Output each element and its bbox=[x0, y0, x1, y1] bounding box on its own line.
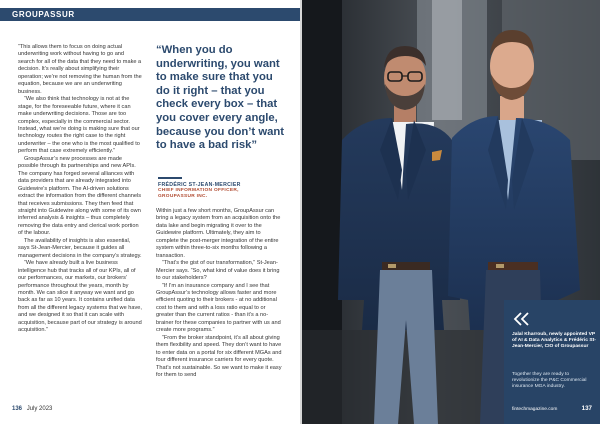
paragraph: “From the broker standpoint, it’s all about giving them flexibility and speed. They don’t want to have to enter data on a portal for six different MGAs and four different insurance carriers for every quote. That’s not sustainable. So we want to make it easy for them to send bbox=[156, 334, 282, 378]
paragraph: “This allows them to focus on doing actual underwriting work without having to go and search for all of the data that they need to make a decision. It’s really about simplifying their operation; we’re not removing the human from the equation, because we are an underwriting business. bbox=[18, 44, 142, 95]
body-column-right bbox=[156, 208, 284, 379]
paragraph: Within just a few short months, GroupAssur can bring a legacy system from an acquisition onto the data lake and begin migrating it over to the Guidewire platform. Ultimately, they aim to complete the post-merger integration of the entire system within three-to-six months following a transaction. bbox=[156, 208, 281, 259]
caption-text: Together they are ready to revolutionize the P&C Commercial insurance MGA industry. bbox=[512, 372, 587, 390]
double-chevron-left-icon bbox=[512, 312, 532, 326]
issue-date: July 2023 bbox=[26, 406, 53, 412]
paragraph: “We have already built a live business intelligence hub that tracks all of our KPIs, all of our performances, our markets, our brokers’ performance throughout the years, month by month. We can slice it anyway we want and go back as far as 10 years. It contains unified data from all the different legacy systems that we have, and we designed it so that it can scale with acquisition, because part of our strategy is around acquisition.” bbox=[18, 260, 142, 334]
caption-panel bbox=[504, 300, 600, 424]
paragraph: The availability of insights is also essential, says St-Jean-Mercier, because it guides all management decisions in the company’s strategy. bbox=[18, 237, 142, 259]
paragraph: GroupAssur’s new processes are made possible through its partnerships and new APIs. The company has forged several alliances with data providers that are already integrated into Guidewire’s platform. The AI-driven solutions extract the information from the different channels that receives submissions. They then feed that straight into Guidewire along with some of its own inferred analysis & insights – thus completely removing the data entry and clerical work portion of the labour. bbox=[18, 155, 142, 237]
page-number-left: 136 bbox=[12, 406, 23, 412]
paragraph: “We also think that technology is not at the stage, for the foreseeable future, where it can make underwriting decisions. Those are too complex, especially in the commercial sector. Instead, what we’re doing is making sure that our technology routes the right case to the right underwriter – the one who is the most qualified to perform that case extremely efficiently.” bbox=[18, 96, 140, 155]
website-url: fintechmagazine.com bbox=[512, 407, 558, 412]
pull-quote: “When you do underwriting, you want to make sure that you do it right – that you check every box – that you cover every angle, because you don’t want to have a bad risk” bbox=[156, 44, 285, 152]
attribution-divider bbox=[158, 177, 182, 179]
page-number-right: 137 bbox=[581, 405, 592, 412]
paragraph: “If I’m an insurance company and I see that GroupAssur’s technology allows faster and more efficient quoting to their brokers - at no additional cost to them and with a loss ratio equal to or greater than the current ratios - than it’s a no-brainer for these companies to partner with us and create more programs.” bbox=[156, 282, 281, 334]
caption-names: Jalal Kharroub, newly appointed VP of AI & Data Analytics & Frédéric St-Jean-Mercier, CIO of Groupassur bbox=[512, 332, 596, 350]
portrait-photo bbox=[302, 0, 600, 424]
section-title: GROUPASSUR bbox=[12, 10, 75, 19]
paragraph: “That’s the gist of our transformation,” St-Jean-Mercier says. “So, what kind of value does it bring to our stakeholders? bbox=[156, 260, 280, 282]
attribution-title: CHIEF INFORMATION OFFICER, GROUPASSUR INC. bbox=[158, 188, 239, 199]
body-column-left bbox=[18, 44, 142, 335]
folio-left bbox=[12, 406, 52, 412]
attribution-name: FRÉDÉRIC ST-JEAN-MERCIER bbox=[158, 182, 241, 188]
section-header-bar bbox=[0, 8, 300, 21]
